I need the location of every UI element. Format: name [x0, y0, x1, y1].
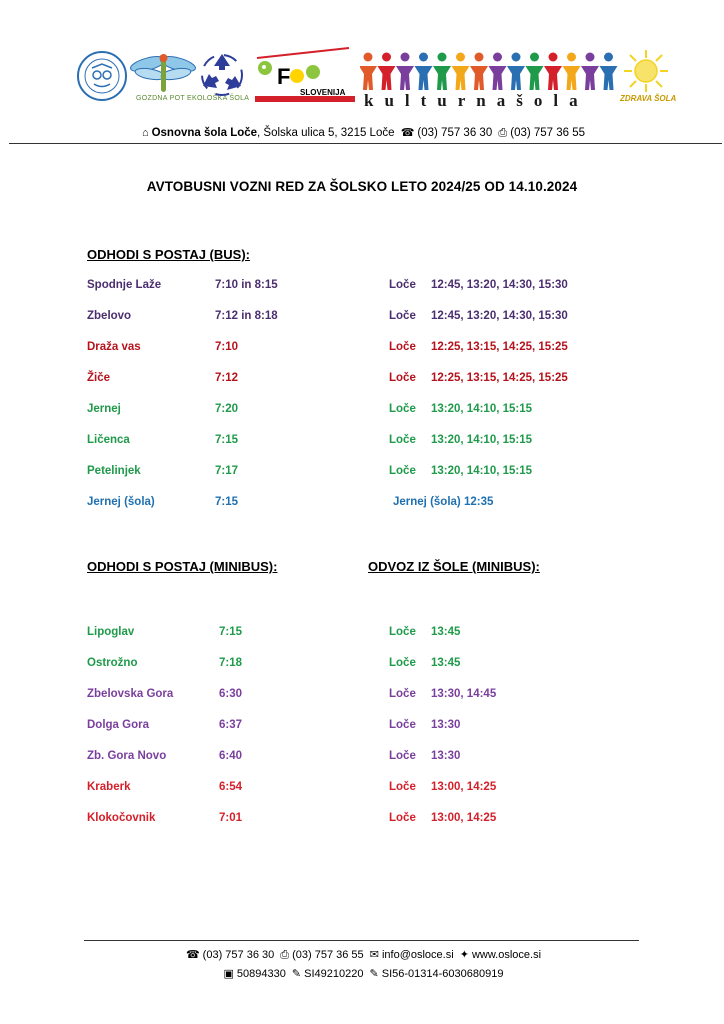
- return-times: 13:30, 14:45: [431, 688, 497, 700]
- departure-time: 7:12 in 8:18: [215, 310, 278, 322]
- stop-name: Zbelovska Gora: [87, 688, 174, 700]
- minibus-departures-heading: ODHODI S POSTAJ (MINIBUS):: [87, 559, 278, 574]
- fax-icon: ⎙: [280, 949, 290, 961]
- destination: Loče: [389, 657, 416, 669]
- return-times: 12:45, 13:20, 14:30, 15:30: [431, 310, 568, 322]
- footer-iban: SI56-01314-6030680919: [381, 968, 504, 980]
- destination: Loče: [389, 750, 416, 762]
- minibus-row: [0, 719, 724, 737]
- minibus-row: [0, 750, 724, 768]
- address-line: [0, 126, 724, 140]
- id-card-icon: ▣: [223, 968, 234, 980]
- destination: Loče: [389, 403, 416, 415]
- departure-time: 7:18: [219, 657, 243, 669]
- school-address: , Šolska ulica 5, 3215 Loče: [257, 127, 395, 139]
- stop-name: Dolga Gora: [87, 719, 149, 731]
- stop-name: Žiče: [87, 372, 111, 384]
- bus-row: [0, 279, 724, 297]
- mail-icon: ✉: [369, 949, 379, 961]
- footer-reg-no: 50894330: [236, 968, 286, 980]
- school-logo-icon: [76, 50, 128, 102]
- departure-time: 7:15: [219, 626, 243, 638]
- bus-row: [0, 465, 724, 483]
- stop-name: Ostrožno: [87, 657, 138, 669]
- footer-vat: SI49210220: [304, 968, 364, 980]
- destination: Loče: [389, 372, 416, 384]
- svg-text:F: F: [277, 64, 291, 89]
- bus-row: [0, 310, 724, 328]
- slovenija-text: SLOVENIJA: [300, 88, 346, 97]
- kultura-text: kulturnašola: [364, 91, 589, 110]
- destination: Loče: [389, 310, 416, 322]
- departure-time: 7:01: [219, 812, 243, 824]
- minibus-row: [0, 812, 724, 830]
- footer-email[interactable]: info@osloce.si: [381, 949, 454, 961]
- bus-section-heading: ODHODI S POSTAJ (BUS):: [87, 247, 250, 262]
- school-name: Osnovna šola Loče: [151, 127, 258, 139]
- stop-name: Zbelovo: [87, 310, 132, 322]
- document-icon: ✎: [369, 968, 379, 980]
- departure-time: 6:40: [219, 750, 243, 762]
- bus-row: [0, 372, 724, 390]
- footer-divider: [84, 940, 639, 941]
- return-times: 13:45: [431, 657, 461, 669]
- phone-icon: ☎: [400, 127, 415, 139]
- destination: Loče: [389, 434, 416, 446]
- return-times: 13:30: [431, 750, 461, 762]
- people-chain-icon: [360, 52, 622, 92]
- destination: Loče: [389, 626, 416, 638]
- departure-time: 7:10 in 8:15: [215, 279, 278, 291]
- footer-web[interactable]: www.osloce.si: [471, 949, 542, 961]
- destination: Loče: [389, 465, 416, 477]
- return-times: 13:45: [431, 626, 461, 638]
- departure-time: 6:54: [219, 781, 243, 793]
- phone-icon: ☎: [185, 949, 200, 961]
- stop-name: Zb. Gora Novo: [87, 750, 167, 762]
- footer-contacts: [0, 948, 724, 962]
- departure-time: 6:37: [219, 719, 243, 731]
- return-times: 12:45, 13:20, 14:30, 15:30: [431, 279, 568, 291]
- footer-phone: (03) 757 36 30: [202, 949, 275, 961]
- stop-name: Lipoglav: [87, 626, 135, 638]
- stop-name: Jernej (šola): [87, 496, 155, 508]
- stop-name: Jernej: [87, 403, 121, 415]
- header-phone: (03) 757 36 30: [417, 127, 493, 139]
- zdrava-sola-text: ZDRAVA ŠOLA: [620, 94, 677, 103]
- recycle-icon: [197, 50, 247, 96]
- stop-name: Klokočovnik: [87, 812, 156, 824]
- departure-time: 6:30: [219, 688, 243, 700]
- departure-time: 7:15: [215, 496, 239, 508]
- departure-time: 7:12: [215, 372, 239, 384]
- return-times: 12:25, 13:15, 14:25, 15:25: [431, 372, 568, 384]
- minibus-return-heading: ODVOZ IZ ŠOLE (MINIBUS):: [368, 559, 540, 574]
- bus-row: [0, 403, 724, 421]
- minibus-row: [0, 657, 724, 675]
- document-icon: ✎: [291, 968, 302, 980]
- departure-time: 7:17: [215, 465, 239, 477]
- dragonfly-icon: [128, 50, 198, 94]
- destination: Loče: [389, 719, 416, 731]
- header-divider: [9, 143, 722, 144]
- destination: Jernej (šola) 12:35: [393, 496, 494, 508]
- stop-name: Petelinjek: [87, 465, 141, 477]
- stop-name: Spodnje Laže: [87, 279, 162, 291]
- destination: Loče: [389, 781, 416, 793]
- page-title: AVTOBUSNI VOZNI RED ZA ŠOLSKO LETO 2024/25 OD 14.10.2024: [146, 179, 578, 194]
- return-times: 13:20, 14:10, 15:15: [431, 403, 533, 415]
- departure-time: 7:20: [215, 403, 239, 415]
- fax-icon: ⎙: [498, 127, 508, 139]
- sun-icon: [622, 48, 670, 94]
- stop-name: Ličenca: [87, 434, 130, 446]
- house-icon: ⌂: [141, 127, 149, 139]
- departure-time: 7:10: [215, 341, 239, 353]
- return-times: 13:00, 14:25: [431, 781, 497, 793]
- footer-registration: [0, 967, 724, 980]
- destination: Loče: [389, 812, 416, 824]
- header-fax: (03) 757 36 55: [510, 127, 586, 139]
- mouse-icon: ✦: [459, 949, 469, 961]
- bus-row: [0, 341, 724, 359]
- footer-fax: (03) 757 36 55: [292, 949, 364, 961]
- destination: Loče: [389, 341, 416, 353]
- return-times: 13:00, 14:25: [431, 812, 497, 824]
- stop-name: Kraberk: [87, 781, 131, 793]
- return-times: 12:25, 13:15, 14:25, 15:25: [431, 341, 568, 353]
- bus-row: [0, 496, 724, 514]
- minibus-row: [0, 781, 724, 799]
- destination: Loče: [389, 688, 416, 700]
- departure-time: 7:15: [215, 434, 239, 446]
- stop-name: Draža vas: [87, 341, 141, 353]
- return-times: 13:20, 14:10, 15:15: [431, 465, 533, 477]
- eco-school-text: GOZDNA POT EKOLOŠKA ŠOLA: [136, 95, 250, 102]
- return-times: 13:20, 14:10, 15:15: [431, 434, 533, 446]
- minibus-row: [0, 688, 724, 706]
- return-times: 13:30: [431, 719, 461, 731]
- minibus-row: [0, 626, 724, 644]
- bus-row: [0, 434, 724, 452]
- destination: Loče: [389, 279, 416, 291]
